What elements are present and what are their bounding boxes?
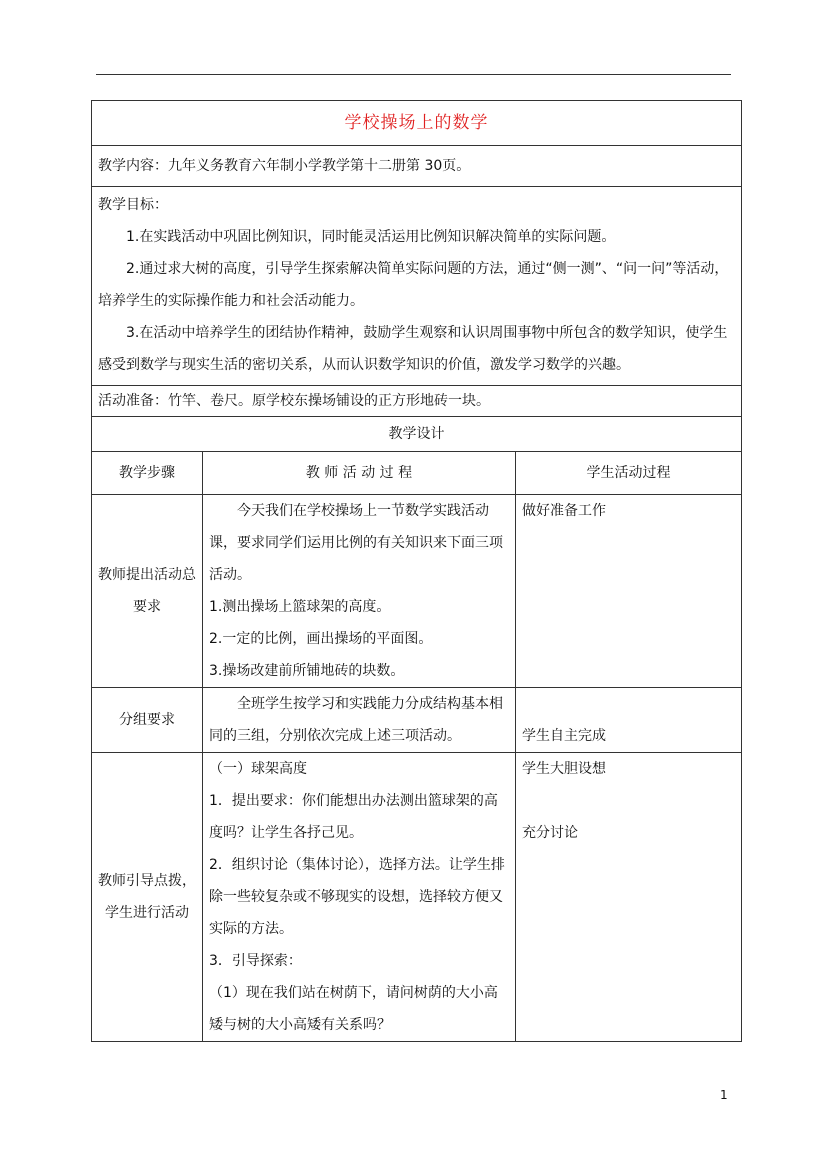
goal-item: 1.在实践活动中巩固比例知识，同时能灵活运用比例知识解决简单的实际问题。 — [126, 229, 616, 245]
teacher-item: 3.操场改建前所铺地砖的块数。 — [209, 663, 405, 679]
teacher-text: 今天我们在学校操场上一节数学实践活动课，要求同学们运用比例的有关知识来下面三项活动。 — [209, 503, 503, 583]
content-cell — [92, 146, 742, 187]
goal-item: 3.在活动中培养学生的团结协作精神，鼓励学生观察和认识周围事物中所包含的数学知识，使学生感受到数学与现实生活的密切关系，从而认识数学知识的价值，激发学习数学的兴趣。 — [98, 325, 728, 373]
teacher-item: （一）球架高度 — [209, 761, 307, 777]
teacher-item: 3．引导探索： — [209, 953, 302, 969]
step-label: 教师引导点拨，学生进行活动 — [98, 873, 196, 921]
goals-cell — [92, 187, 742, 386]
teaching-content: 教学内容：九年义务教育六年制小学教学第十二册第 30页。 — [98, 158, 471, 174]
teacher-cell — [203, 753, 516, 1042]
design-header: 教学设计 — [388, 426, 445, 442]
student-cell — [516, 688, 742, 753]
prep-cell — [92, 386, 742, 417]
teacher-item: 2．组织讨论（集体讨论），选择方法。让学生排除一些较复杂或不够现实的设想，选择较方便又实际的方法。 — [209, 857, 505, 937]
goals-label: 教学目标： — [98, 197, 168, 213]
teacher-item: 1．提出要求：你们能想出办法测出篮球架的高度吗？让学生各抒己见。 — [209, 793, 498, 841]
teacher-item: （1）现在我们站在树荫下，请问树荫的大小高矮与树的大小高矮有关系吗？ — [209, 985, 498, 1033]
step-cell — [92, 495, 203, 688]
step-label: 分组要求 — [119, 712, 175, 728]
student-cell — [516, 753, 742, 1042]
document-title: 学校操场上的数学 — [344, 113, 489, 133]
lesson-plan-table — [91, 100, 742, 1042]
page-number: 1 — [720, 1088, 728, 1102]
teacher-cell — [203, 495, 516, 688]
title-cell — [92, 101, 742, 146]
column-header-step: 教学步骤 — [92, 452, 203, 495]
student-text: 学生自主完成 — [522, 728, 606, 744]
teacher-text: 全班学生按学习和实践能力分成结构基本相同的三组，分别依次完成上述三项活动。 — [209, 696, 503, 744]
student-text: 学生大胆设想 — [522, 761, 606, 777]
step-cell — [92, 688, 203, 753]
student-cell — [516, 495, 742, 688]
column-header-teacher: 教 师 活 动 过 程 — [203, 452, 516, 495]
teacher-item: 2.一定的比例，画出操场的平面图。 — [209, 631, 433, 647]
column-header-student: 学生活动过程 — [516, 452, 742, 495]
student-text: 充分讨论 — [522, 825, 578, 841]
design-header-cell — [92, 417, 742, 452]
step-label: 教师提出活动总要求 — [98, 567, 196, 615]
step-cell — [92, 753, 203, 1042]
teacher-item: 1.测出操场上篮球架的高度。 — [209, 599, 391, 615]
student-text: 做好准备工作 — [522, 503, 606, 519]
activity-prep: 活动准备：竹竿、卷尺。原学校东操场铺设的正方形地砖一块。 — [98, 393, 490, 409]
teacher-cell — [203, 688, 516, 753]
header-rule — [96, 74, 731, 75]
goal-item: 2.通过求大树的高度，引导学生探索解决简单实际问题的方法，通过“侧一测”、“问一问”等活动，培养学生的实际操作能力和社会活动能力。 — [98, 261, 729, 309]
